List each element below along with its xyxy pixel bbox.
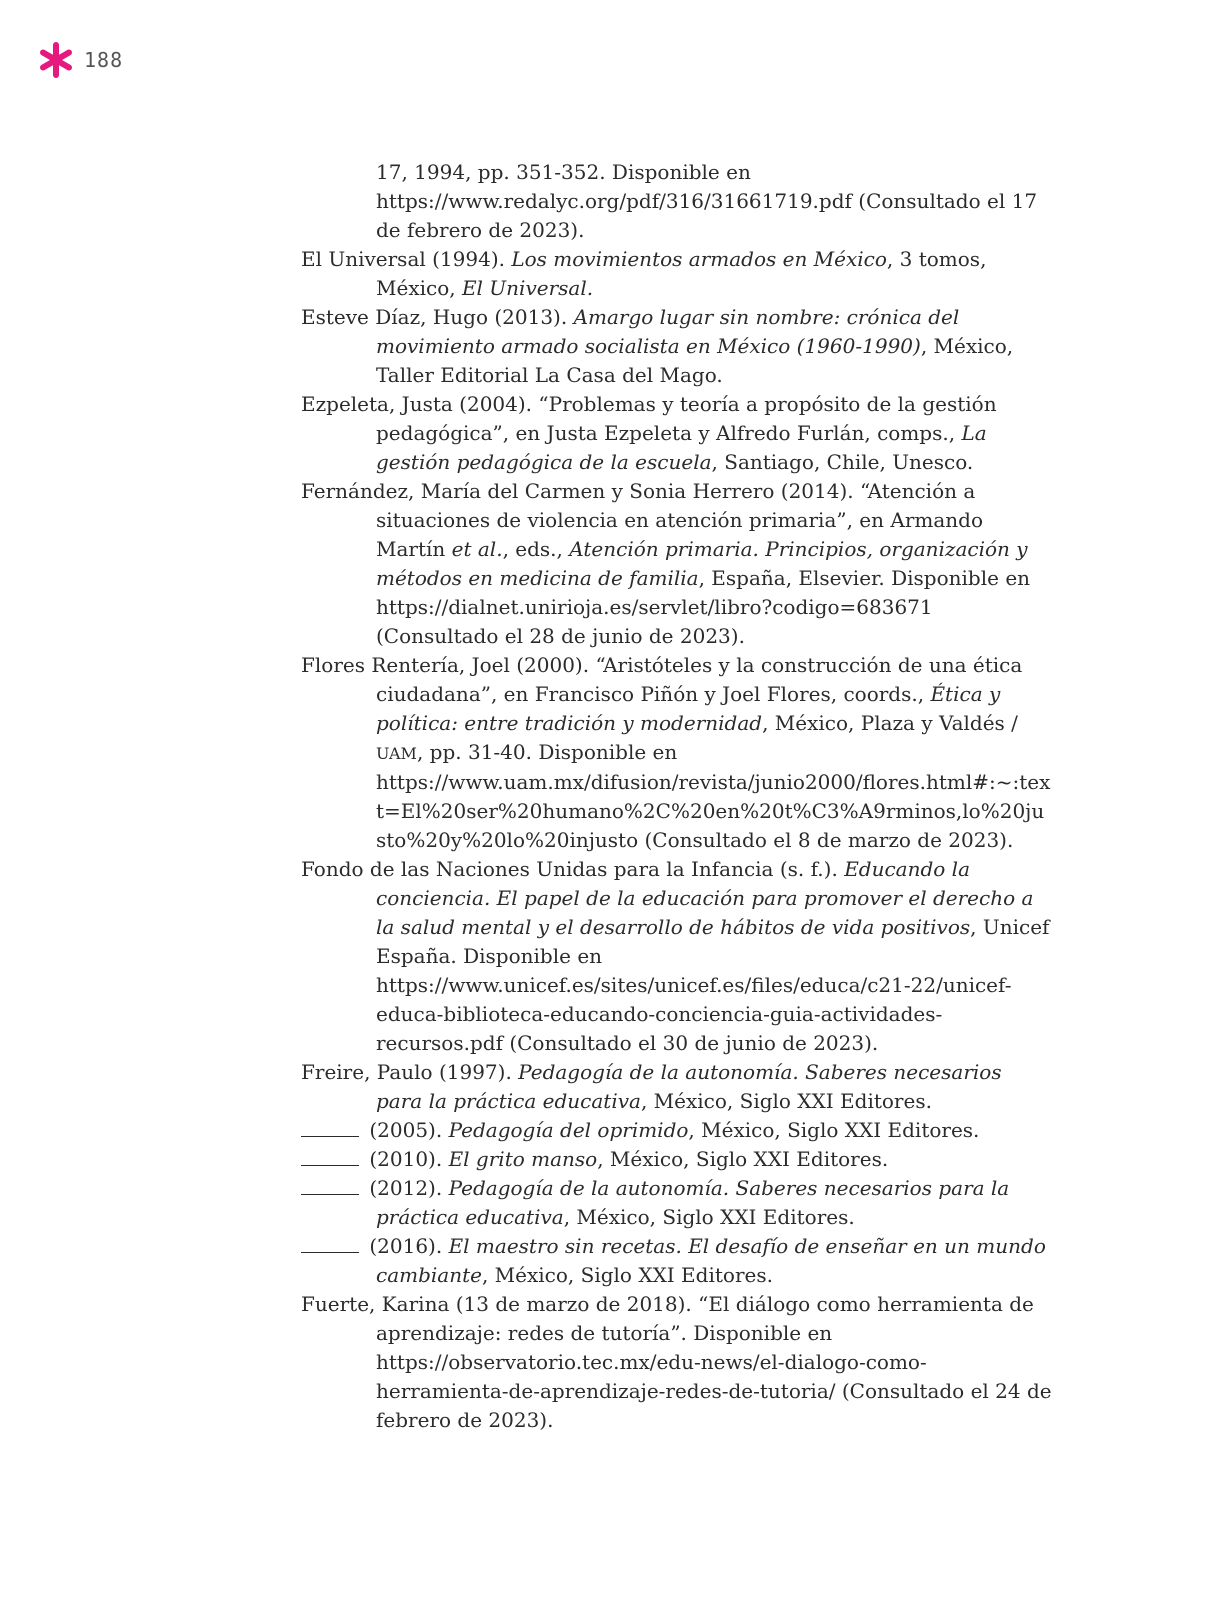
bibliography-entry: Ezpeleta, Justa (2004). “Problemas y teoría a propósito de la gestión pedagógica”, en Justa Ezpeleta y Alfredo Furlán, comps., La gestión pedagógica de la escuela, Santiago, Chile, Unesco. (301, 392, 997, 474)
bibliography-entry: (2010). El grito manso, México, Siglo XXI Editores. (301, 1145, 1053, 1174)
page-number: 188 (84, 48, 124, 72)
bibliography-entry: Fondo de las Naciones Unidas para la Infancia (s. f.). Educando la conciencia. El papel de la educación para promover el derecho a la salud mental y el desarrollo de hábitos de vida positivos, Unicef España. Disponible en https://www.unicef.es/sites/unicef.es/files/educa/c21-22/unicef-educa-biblioteca-educando-conciencia-guia-actividades-recursos.pdf (Consultado el 30 de junio de 2023). (301, 857, 1050, 1055)
asterisk-icon (38, 42, 74, 78)
bibliography-entry: Freire, Paulo (1997). Pedagogía de la autonomía. Saberes necesarios para la práctica educativa, México, Siglo XXI Editores. (301, 1060, 1002, 1113)
repeat-author-rule (301, 1136, 359, 1137)
repeat-author-rule (301, 1165, 359, 1166)
bibliography-entry: 17, 1994, pp. 351-352. Disponible en https://www.redalyc.org/pdf/316/31661719.pdf (Consultado el 17 de febrero de 2023). (376, 160, 1038, 242)
bibliography-entry: Fuerte, Karina (13 de marzo de 2018). “El diálogo como herramienta de aprendizaje: redes de tutoría”. Disponible en https://observatorio.tec.mx/edu-news/el-dialogo-como-herramienta-de-aprendizaje-redes-de-tutoria/ (Consultado el 24 de febrero de 2023). (301, 1292, 1052, 1432)
bibliography-entry: Esteve Díaz, Hugo (2013). Amargo lugar sin nombre: crónica del movimiento armado socialista en México (1960-1990), México, Taller Editorial La Casa del Mago. (301, 305, 1014, 387)
bibliography-entry: Fernández, María del Carmen y Sonia Herrero (2014). “Atención a situaciones de violencia en atención primaria”, en Armando Martín et al., eds., Atención primaria. Principios, organización y métodos en medicina de familia, España, Elsevier. Disponible en https://dialnet.unirioja.es/servlet/libro?codigo=683671 (Consultado el 28 de junio de 2023). (301, 479, 1031, 648)
bibliography-entry: (2016). El maestro sin recetas. El desafío de enseñar en un mundo cambiante, México, Siglo XXI Editores. (301, 1232, 1053, 1290)
repeat-author-rule (301, 1194, 359, 1195)
bibliography-entry: El Universal (1994). Los movimientos armados en México, 3 tomos, México, El Universal. (301, 247, 987, 300)
bibliography (301, 158, 1053, 1435)
bibliography-entry: Flores Rentería, Joel (2000). “Aristóteles y la construcción de una ética ciudadana”, en Francisco Piñón y Joel Flores, coords., Ética y política: entre tradición y modernidad, México, Plaza y Valdés / UAM, pp. 31-40. Disponible en https://www.uam.mx/difusion/revista/junio2000/flores.html#:~:text=El%20ser%20humano%2C%20en%20t%C3%A9rminos,lo%20justo%20y%20lo%20injusto (Consultado el 8 de marzo de 2023). (301, 653, 1051, 852)
bibliography-entry: (2012). Pedagogía de la autonomía. Saberes necesarios para la práctica educativa, México, Siglo XXI Editores. (301, 1174, 1053, 1232)
page-header (38, 42, 123, 78)
bibliography-entry: (2005). Pedagogía del oprimido, México, Siglo XXI Editores. (301, 1116, 1053, 1145)
repeat-author-rule (301, 1252, 359, 1253)
